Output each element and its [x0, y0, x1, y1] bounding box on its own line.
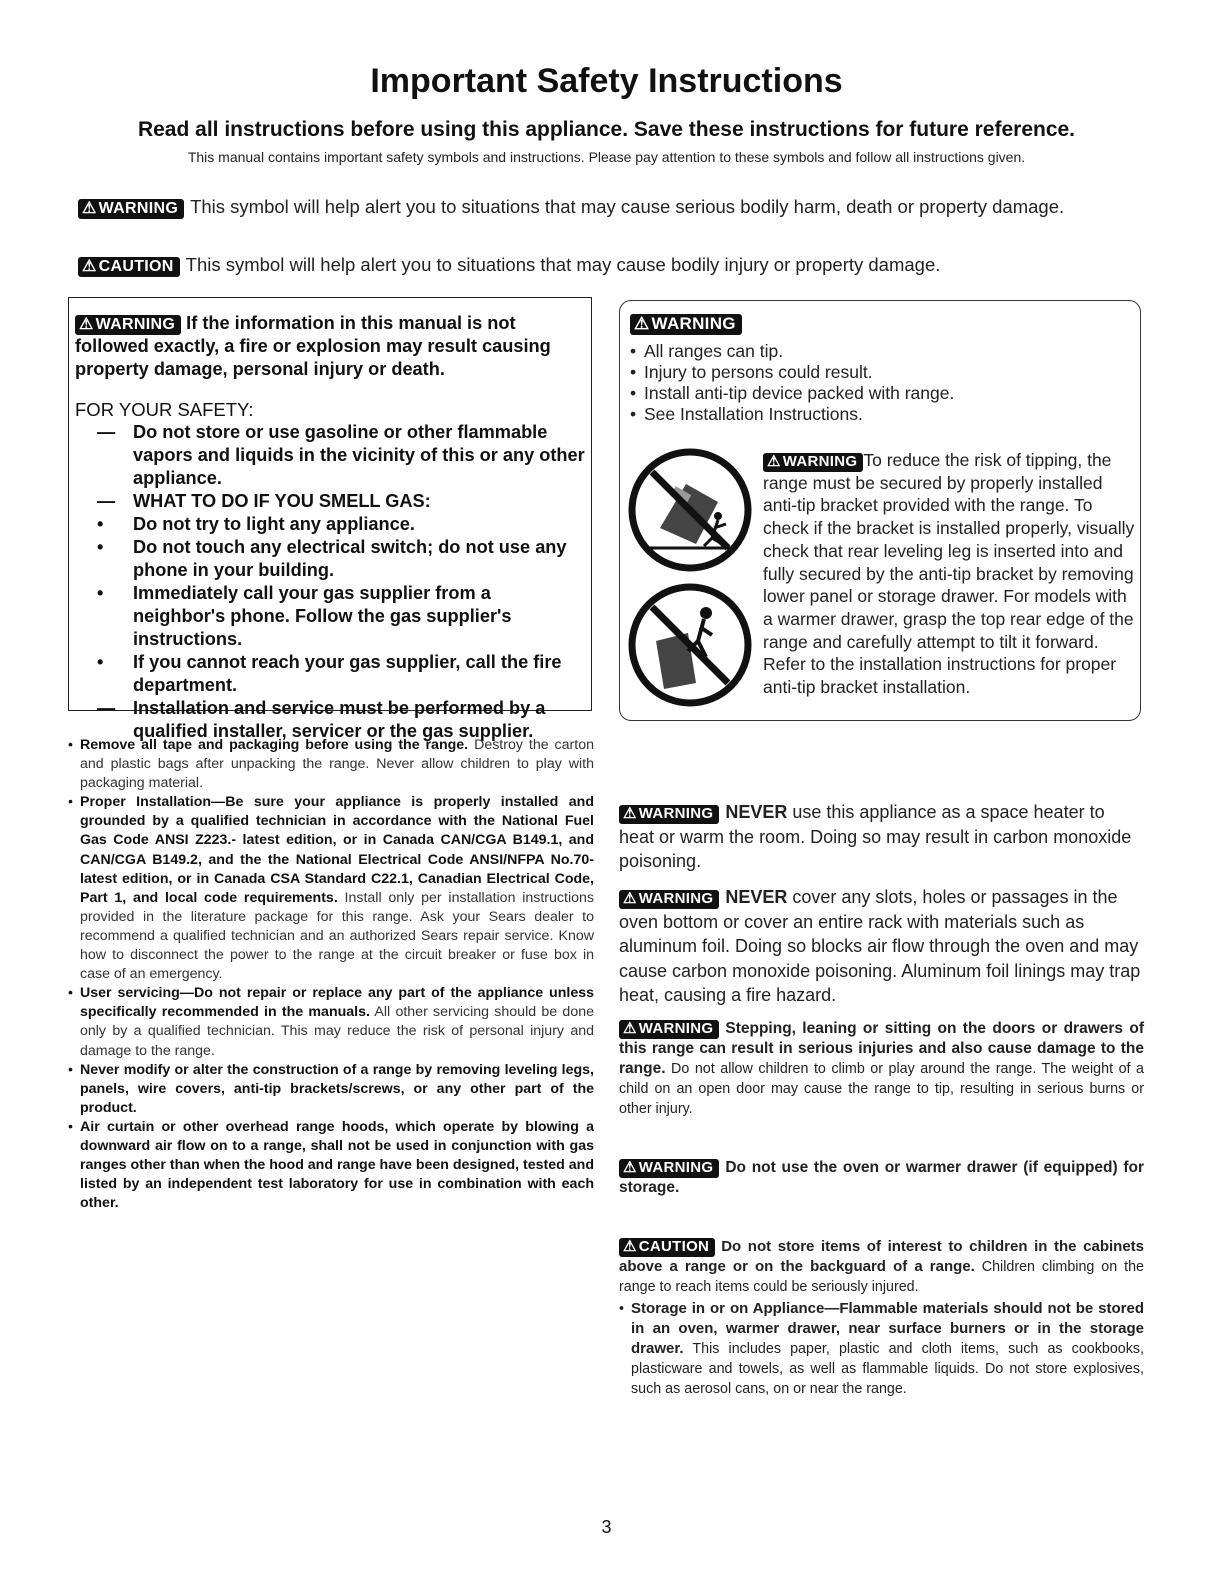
anti-tip-bullets [630, 341, 1132, 425]
list-item: — WHAT TO DO IF YOU SMELL GAS: [97, 491, 431, 511]
warning-symbol-legend [78, 196, 1064, 219]
doors-drawers-warning: ⚠ WARNING Stepping, leaning or sitting on the doors or drawers of this range can result in serious injuries and also cause damage to the range. Do not allow children to climb or play around the range. The weight of a child on an open door may cause the range to tip, resulting in serious burns or other injury. [619, 1020, 1144, 1117]
space-heater-warning: ⚠ WARNING NEVER use this appliance as a space heater to heat or warm the room. Doing so may result in carbon monoxide poisoning. [619, 802, 1132, 871]
page-subtitle: Read all instructions before using this appliance. Save these instructions for future reference. [137, 118, 1076, 141]
list-item: • Injury to persons could result. [630, 362, 1132, 383]
alert-triangle-icon: ⚠ [767, 453, 781, 470]
warning-badge: ⚠ WARNING [619, 805, 719, 824]
warning-badge: ⚠ WARNING [75, 315, 181, 335]
list-item: • See Installation Instructions. [630, 404, 1132, 425]
caution-badge: ⚠ CAUTION [619, 1238, 715, 1257]
alert-triangle-icon: ⚠ [623, 1020, 637, 1037]
alert-triangle-icon: ⚠ [623, 890, 637, 907]
alert-triangle-icon: ⚠ [82, 200, 97, 217]
gas-safety-list [75, 421, 585, 743]
left-safety-list [68, 736, 594, 1213]
warning-badge: ⚠ WARNING [619, 890, 719, 909]
page-title: Important Safety Instructions [370, 62, 843, 100]
list-item: • If you cannot reach your gas supplier, call the fire department. [97, 652, 562, 695]
list-item: • Do not try to light any appliance. [97, 514, 415, 534]
alert-triangle-icon: ⚠ [623, 805, 637, 822]
list-item: • All ranges can tip. [630, 341, 1132, 362]
child-climbing-range-icon [626, 581, 754, 709]
list-item: — Do not store or use gasoline or other flammable vapors and liquids in the vicinity of this or any other appliance. [97, 422, 585, 488]
alert-triangle-icon: ⚠ [79, 316, 94, 333]
warning-badge: ⚠ WARNING [763, 453, 863, 472]
alert-triangle-icon: ⚠ [82, 258, 97, 275]
gas-warning-heading: ⚠ WARNING If the information in this manual is not followed exactly, a fire or explosion may result causing property damage, personal injury or death. [75, 313, 551, 379]
list-item: • Remove all tape and packaging before using the range. Destroy the carton and plastic bags after unpacking the range. Never allow children to play with packaging material. [68, 736, 594, 793]
storage-warning: ⚠ WARNING Do not use the oven or warmer drawer (if equipped) for storage. [619, 1159, 1144, 1196]
range-tipping-icon [626, 446, 754, 574]
alert-triangle-icon: ⚠ [623, 1238, 637, 1255]
list-item: • User servicing—Do not repair or replace any part of the appliance unless specifically recommended in the manuals. All other servicing should be done only by a qualified technician. This may reduce the risk of personal injury and damage to the range. [68, 984, 594, 1060]
for-your-safety-label: FOR YOUR SAFETY: [75, 399, 254, 420]
warning-badge: ⚠ WARNING [78, 199, 184, 219]
cover-slots-warning: ⚠ WARNING NEVER cover any slots, holes or passages in the oven bottom or cover an entire rack with materials such as aluminum foil. Doing so blocks air flow through the oven and may cause carbon monoxide poisoning. Aluminum foil linings may trap heat, causing a fire hazard. [619, 887, 1141, 1005]
alert-triangle-icon: ⚠ [623, 1159, 637, 1176]
warning-badge: ⚠ WARNING [619, 1020, 719, 1039]
children-caution: ⚠ CAUTION Do not store items of interest to children in the cabinets above a range or on the backguard of a range. Children climbing on the range to reach items could be seriously injured. • Storage in or on Appliance—Flammable materials should not be stored in an oven, warmer drawer, near surface burners or in the storage drawer. This includes paper, plastic and cloth items, such as cookbooks, plasticware and towels, as well as flammable liquids. Do not store explosives, such as aerosol cans, on or near the range. [619, 1238, 1144, 1397]
list-item: • Never modify or alter the construction of a range by removing leveling legs, panels, wire covers, anti-tip brackets/screws, or any other part of the product. [68, 1061, 594, 1118]
warning-badge: ⚠ WARNING [630, 314, 742, 335]
gas-warning-box [68, 297, 592, 741]
caution-symbol-text: This symbol will help alert you to situations that may cause bodily injury or property damage. [185, 254, 941, 275]
list-item: • Do not touch any electrical switch; do not use any phone in your building. [97, 537, 567, 580]
caution-symbol-legend [78, 254, 940, 277]
caution-badge: ⚠ CAUTION [78, 257, 180, 277]
warning-badge: ⚠ WARNING [619, 1159, 719, 1178]
list-item: — Installation and service must be performed by a qualified installer, servicer or the gas supplier. [97, 698, 546, 741]
intro-text: This manual contains important safety symbols and instructions. Please pay attention to these symbols and follow all instructions given. [187, 149, 1026, 165]
warning-symbol-text: This symbol will help alert you to situations that may cause serious bodily harm, death or property damage. [190, 196, 1065, 217]
flammable-storage-item: • Storage in or on Appliance—Flammable materials should not be stored in an oven, warmer drawer, near surface burners or in the storage drawer. This includes paper, plastic and cloth items, such as cookbooks, plasticware and towels, as well as flammable liquids. Do not store explosives, such as aerosol cans, on or near the range. [619, 1300, 1144, 1397]
list-item: • Install anti-tip device packed with range. [630, 383, 1132, 404]
page-number: 3 [601, 1517, 612, 1537]
list-item: • Proper Installation—Be sure your appliance is properly installed and grounded by a qualified technician in accordance with the National Fuel Gas Code ANSI Z223.- latest edition, or in Canada CAN/CGA B149.1, and CAN/CGA B149.2, and the the National Electrical Code ANSI/NFPA No.70-latest edition, or in Canada CSA Standard C22.1, Canadian Electrical Code, Part 1, and local code requirements. Install only per installation instructions provided in the literature package for this range. Ask your Sears dealer to recommend a qualified technician and an authorized Sears repair service. Know how to disconnect the power to the range at the circuit breaker or fuse box in case of an emergency. [68, 793, 594, 984]
list-item: • Immediately call your gas supplier from a neighbor's phone. Follow the gas supplier's instructions. [97, 583, 512, 649]
list-item: • Air curtain or other overhead range hoods, which operate by blowing a downward air flow on to a range, shall not be used in conjunction with gas ranges other than when the hood and range have been designed, tested and listed by an independent test laboratory for use in combination with each other. [68, 1118, 594, 1213]
alert-triangle-icon: ⚠ [634, 314, 650, 333]
anti-tip-warning-box [619, 300, 1141, 721]
anti-tip-instructions: ⚠ WARNING To reduce the risk of tipping, the range must be secured by properly installed anti-tip bracket provided with the range. To check if the bracket is installed properly, visually check that rear leveling leg is inserted into and fully secured by the anti-tip bracket by removing lower panel or storage drawer. For models with a warmer drawer, grasp the top rear edge of the range and carefully attempt to tilt it forward. Refer to the installation instructions for proper anti-tip bracket installation. [763, 450, 1135, 698]
